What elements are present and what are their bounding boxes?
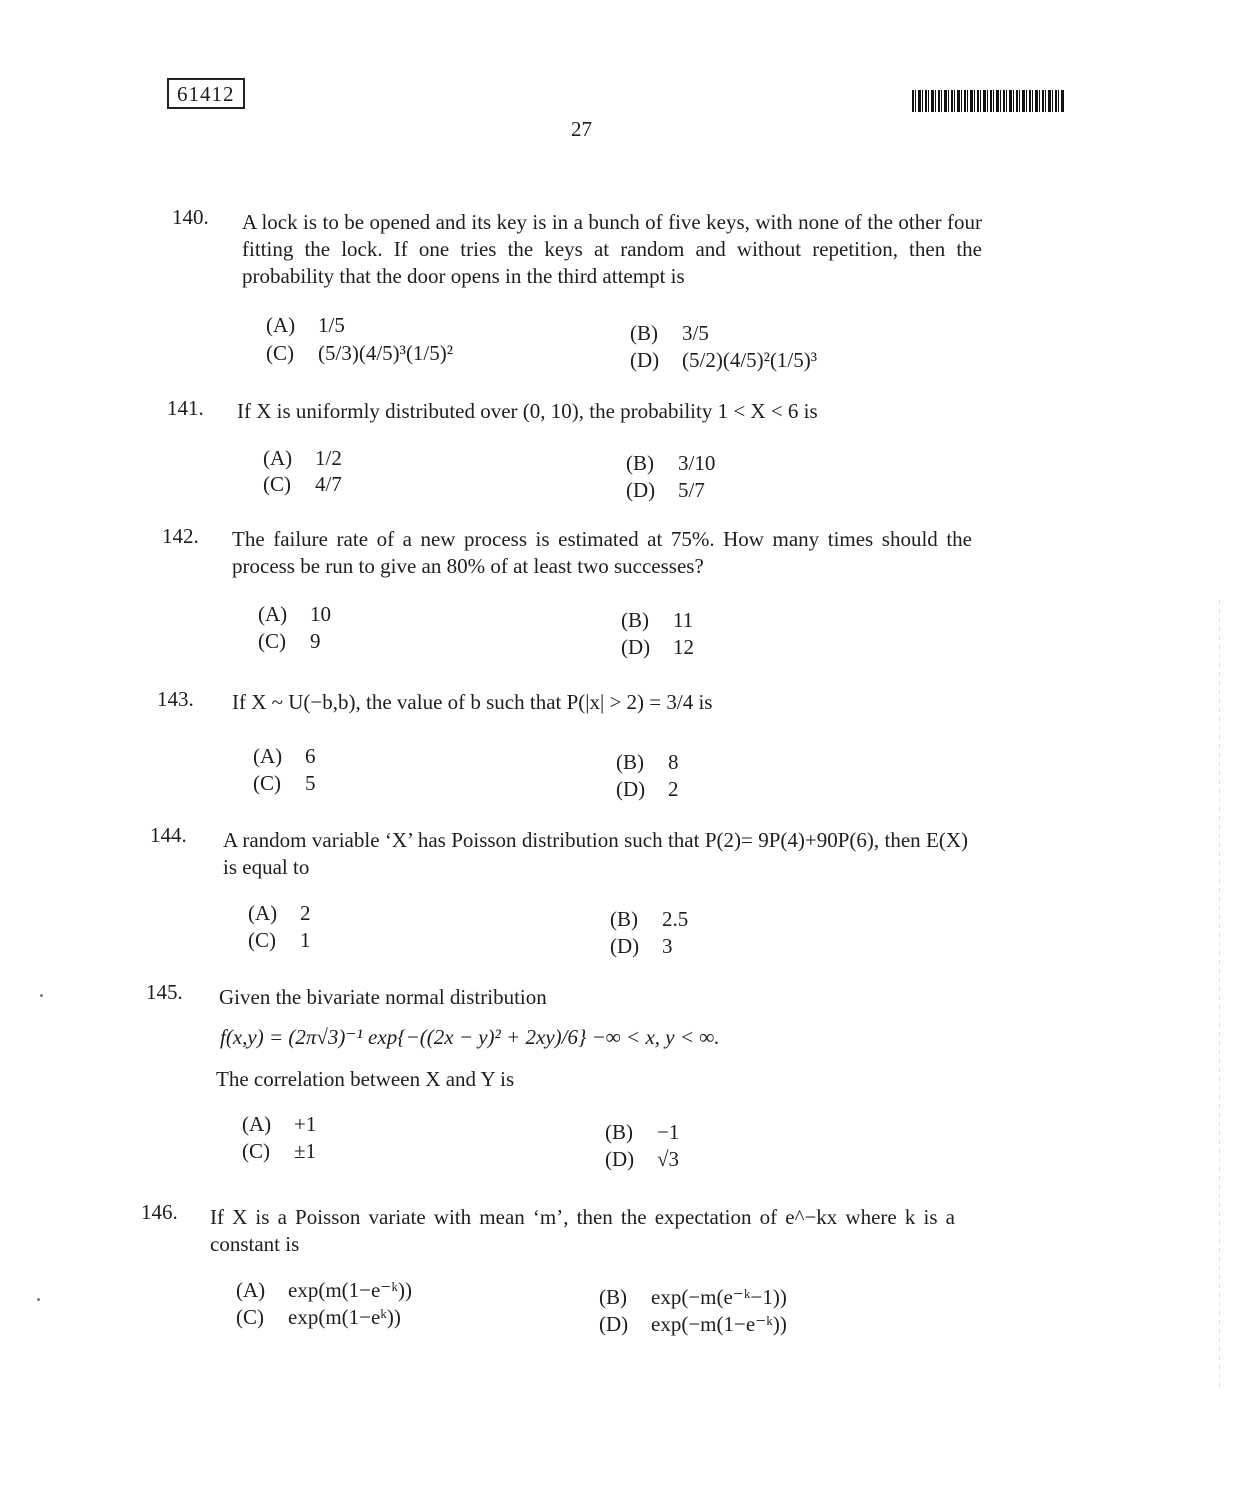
option-text: +1 bbox=[294, 1112, 317, 1136]
option-b bbox=[610, 907, 688, 932]
option-text: 12 bbox=[673, 635, 694, 659]
option-c bbox=[263, 472, 342, 497]
option-a bbox=[236, 1278, 412, 1303]
option-text: exp(−m(e⁻ᵏ−1)) bbox=[651, 1285, 787, 1309]
question-text: A random variable ‘X’ has Poisson distribution such that P(2)= 9P(4)+90P(6), then E(X) is equal to bbox=[223, 828, 968, 879]
option-label: (A) bbox=[248, 901, 278, 925]
question-number: 143. bbox=[157, 687, 194, 711]
option-label: (C) bbox=[242, 1139, 270, 1163]
option-label: (B) bbox=[621, 608, 649, 632]
option-c bbox=[242, 1139, 316, 1164]
option-text: 6 bbox=[305, 744, 316, 768]
option-text: (5/2)(4/5)²(1/5)³ bbox=[682, 348, 818, 372]
question-text: The failure rate of a new process is estimated at 75%. How many times should the process be run to give an 80% of at least two successes? bbox=[232, 527, 972, 578]
bivariate-formula: f(x,y) = (2π√3)⁻¹ exp{−((2x − y)² + 2xy)/6} −∞ < x, y < ∞. bbox=[220, 1025, 720, 1049]
option-label: (B) bbox=[616, 750, 644, 774]
option-d bbox=[599, 1312, 787, 1337]
option-a bbox=[258, 602, 331, 627]
option-label: (A) bbox=[263, 446, 293, 470]
question-text-2: The correlation between X and Y is bbox=[216, 1067, 515, 1091]
scan-speck bbox=[40, 994, 43, 997]
option-text: 1 bbox=[300, 928, 311, 952]
question-text: If X is a Poisson variate with mean ‘m’, then the expectation of e^−kx where k is a constant is bbox=[210, 1205, 955, 1256]
page-number: 27 bbox=[571, 117, 592, 141]
option-text: 5 bbox=[305, 771, 316, 795]
option-label: (D) bbox=[626, 478, 656, 502]
option-label: (B) bbox=[599, 1285, 627, 1309]
option-text: 3/10 bbox=[678, 451, 716, 475]
option-text: 11 bbox=[673, 608, 694, 632]
option-c bbox=[266, 341, 453, 366]
option-d bbox=[630, 348, 817, 373]
scan-speck bbox=[37, 1298, 40, 1301]
option-label: (B) bbox=[626, 451, 654, 475]
question-text: If X is uniformly distributed over (0, 10), the probability 1 < X < 6 is bbox=[237, 399, 818, 423]
option-label: (B) bbox=[605, 1120, 633, 1144]
option-text: exp(−m(1−e⁻ᵏ)) bbox=[651, 1312, 787, 1336]
question-number: 142. bbox=[162, 524, 199, 548]
question-text: Given the bivariate normal distribution bbox=[219, 985, 547, 1009]
option-a bbox=[266, 313, 345, 338]
scan-edge-line bbox=[1219, 600, 1220, 1390]
option-text: 10 bbox=[310, 602, 331, 626]
option-label: (A) bbox=[242, 1112, 272, 1136]
option-text: √3 bbox=[657, 1147, 680, 1171]
question-number: 140. bbox=[172, 205, 209, 229]
option-label: (D) bbox=[616, 777, 646, 801]
option-d bbox=[605, 1147, 679, 1172]
option-a bbox=[263, 446, 342, 471]
option-b bbox=[626, 451, 715, 476]
option-b bbox=[605, 1120, 679, 1145]
option-a bbox=[242, 1112, 316, 1137]
option-d bbox=[626, 478, 705, 503]
option-text: 2.5 bbox=[662, 907, 689, 931]
question-number: 144. bbox=[150, 823, 187, 847]
question-text: A lock is to be opened and its key is in a bunch of five keys, with none of the other four fitting the lock. If one tries the keys at random and without repetition, then the probability that the door opens in the third attempt is bbox=[242, 210, 982, 288]
option-text: 3 bbox=[662, 934, 673, 958]
option-text: 9 bbox=[310, 629, 321, 653]
option-a bbox=[253, 744, 316, 769]
option-text: exp(m(1−e⁻ᵏ)) bbox=[288, 1278, 413, 1302]
question-number: 141. bbox=[167, 396, 204, 420]
option-b bbox=[630, 321, 709, 346]
option-c bbox=[253, 771, 316, 796]
option-text: −1 bbox=[657, 1120, 680, 1144]
option-text: 5/7 bbox=[678, 478, 705, 502]
option-label: (A) bbox=[253, 744, 283, 768]
option-label: (D) bbox=[599, 1312, 629, 1336]
question-number: 145. bbox=[146, 980, 183, 1004]
paper-code: 61412 bbox=[167, 78, 245, 109]
option-label: (C) bbox=[236, 1305, 264, 1329]
option-label: (A) bbox=[258, 602, 288, 626]
option-text: ±1 bbox=[294, 1139, 317, 1163]
option-label: (A) bbox=[266, 313, 296, 337]
option-b bbox=[616, 750, 679, 775]
option-a bbox=[248, 901, 311, 926]
option-b bbox=[621, 608, 693, 633]
option-b bbox=[599, 1285, 787, 1310]
option-c bbox=[248, 928, 311, 953]
option-label: (C) bbox=[253, 771, 281, 795]
option-text: 8 bbox=[668, 750, 679, 774]
option-label: (B) bbox=[630, 321, 658, 345]
option-label: (C) bbox=[263, 472, 291, 496]
option-text: (5/3)(4/5)³(1/5)² bbox=[318, 341, 454, 365]
option-label: (D) bbox=[630, 348, 660, 372]
option-text: 4/7 bbox=[315, 472, 342, 496]
option-text: 2 bbox=[300, 901, 311, 925]
option-label: (B) bbox=[610, 907, 638, 931]
option-text: 2 bbox=[668, 777, 679, 801]
option-c bbox=[236, 1305, 401, 1330]
option-label: (D) bbox=[621, 635, 651, 659]
option-d bbox=[621, 635, 694, 660]
option-text: 1/5 bbox=[318, 313, 345, 337]
option-text: exp(m(1−eᵏ)) bbox=[288, 1305, 401, 1329]
option-label: (D) bbox=[605, 1147, 635, 1171]
option-c bbox=[258, 629, 321, 654]
option-label: (C) bbox=[258, 629, 286, 653]
question-text: If X ~ U(−b,b), the value of b such that P(|x| > 2) = 3/4 is bbox=[232, 690, 713, 714]
option-label: (A) bbox=[236, 1278, 266, 1302]
option-label: (D) bbox=[610, 934, 640, 958]
question-number: 146. bbox=[141, 1200, 178, 1224]
option-d bbox=[616, 777, 679, 802]
option-label: (C) bbox=[266, 341, 294, 365]
barcode-icon bbox=[912, 90, 1064, 112]
option-label: (C) bbox=[248, 928, 276, 952]
option-d bbox=[610, 934, 673, 959]
option-text: 1/2 bbox=[315, 446, 342, 470]
option-text: 3/5 bbox=[682, 321, 709, 345]
